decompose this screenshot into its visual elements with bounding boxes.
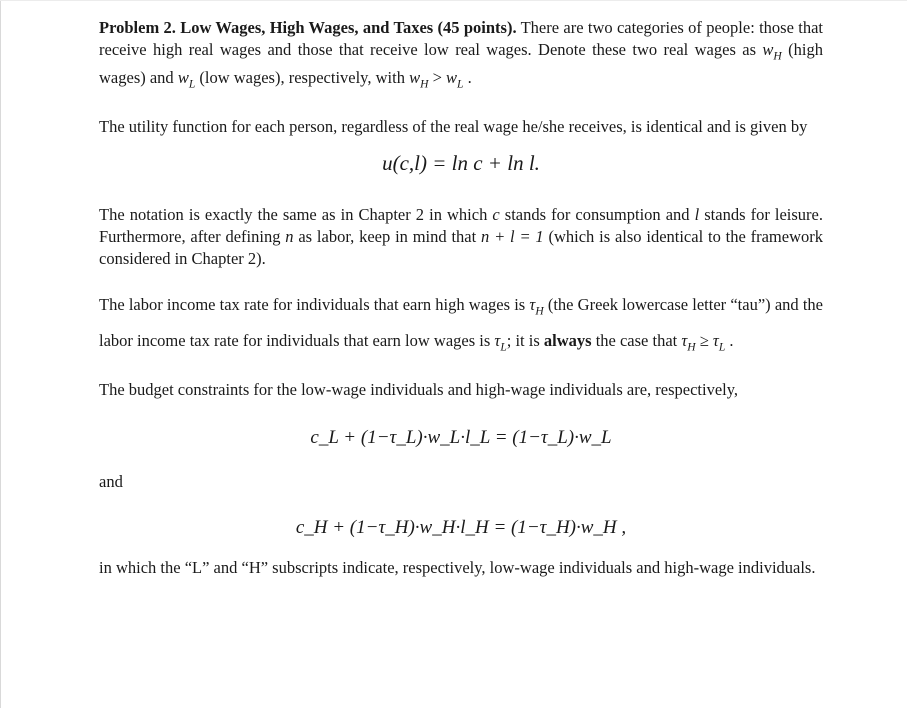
notation-text-d: as labor, keep in mind that bbox=[293, 226, 482, 246]
subscript-l: L bbox=[188, 78, 196, 91]
notation-text-c: stands for leisure. Furthermore, after defining bbox=[99, 204, 823, 246]
symbol-w: w bbox=[446, 68, 458, 88]
utility-paragraph: The utility function for each person, regardless of the real wage he/she receives, is identical and is given by bbox=[99, 116, 808, 136]
intro-text-a: There are two categories of people: those that receive high real wages and those that receive low real wages. Denote these two real wages as bbox=[99, 18, 823, 59]
subscript-l: L bbox=[718, 341, 726, 354]
symbol-tau: τ bbox=[529, 294, 536, 314]
closing-paragraph: in which the “L” and “H” subscripts indicate, respectively, low-wage individuals and high-wage individuals. bbox=[99, 558, 816, 578]
and-text: and bbox=[99, 472, 123, 492]
budget-paragraph: The budget constraints for the low-wage individuals and high-wage individuals are, respectively, bbox=[99, 380, 739, 400]
notation-text-a: The notation is exactly the same as in Chapter 2 in which bbox=[99, 204, 493, 224]
emphasis-always: always bbox=[543, 330, 592, 350]
symbol-n: n bbox=[285, 226, 294, 246]
symbol-w: w bbox=[762, 40, 774, 59]
notation-paragraph bbox=[99, 204, 823, 270]
problem-statement bbox=[99, 17, 823, 96]
budget-equation-low: c_L + (1−τ_L)·w_L·l_L = (1−τ_L)·w_L bbox=[310, 427, 612, 449]
greater-equal: ≥ bbox=[695, 330, 713, 350]
symbol-l: l bbox=[694, 204, 700, 224]
symbol-w: w bbox=[409, 68, 421, 88]
subscript-l: L bbox=[457, 78, 464, 91]
tax-text-c: ; it is bbox=[506, 330, 544, 350]
subscript-l: L bbox=[500, 341, 507, 354]
symbol-tau: τ bbox=[712, 330, 719, 350]
tax-text-e: . bbox=[725, 330, 734, 350]
greater-than: > bbox=[428, 68, 446, 88]
subscript-h: H bbox=[773, 50, 782, 63]
intro-text-c: (low wages), respectively, with bbox=[195, 68, 410, 88]
subscript-h: H bbox=[687, 341, 696, 354]
utility-equation: u(c,l) = ln c + ln l. bbox=[382, 150, 540, 175]
tax-text-b: (the Greek lowercase letter “tau”) and the labor income tax rate for individuals that earn low wages is bbox=[99, 294, 823, 350]
notation-text-b: stands for consumption and bbox=[499, 204, 695, 224]
symbol-w: w bbox=[177, 68, 189, 88]
intro-text-b: (high wages) and bbox=[99, 40, 823, 88]
tax-text-d: the case that bbox=[591, 330, 682, 350]
page-left-edge bbox=[0, 0, 1, 708]
budget-equation-high: c_H + (1−τ_H)·w_H·l_H = (1−τ_H)·w_H , bbox=[295, 517, 627, 539]
tax-paragraph bbox=[99, 290, 823, 363]
problem-title: Problem 2. Low Wages, High Wages, and Taxes (45 points). bbox=[99, 18, 517, 37]
subscript-h: H bbox=[420, 78, 429, 91]
symbol-tau: τ bbox=[494, 330, 501, 350]
page-top-edge bbox=[0, 0, 907, 1]
document-body bbox=[99, 17, 823, 579]
intro-text-d: . bbox=[463, 68, 472, 88]
notation-text-e: (which is also identical to the framework considered in Chapter 2). bbox=[99, 226, 823, 268]
symbol-tau: τ bbox=[681, 330, 688, 350]
labor-leisure-identity: n + l = 1 bbox=[481, 226, 544, 246]
symbol-c: c bbox=[492, 204, 500, 224]
tax-text-a: The labor income tax rate for individuals that earn high wages is bbox=[99, 294, 530, 314]
subscript-h: H bbox=[535, 304, 544, 317]
